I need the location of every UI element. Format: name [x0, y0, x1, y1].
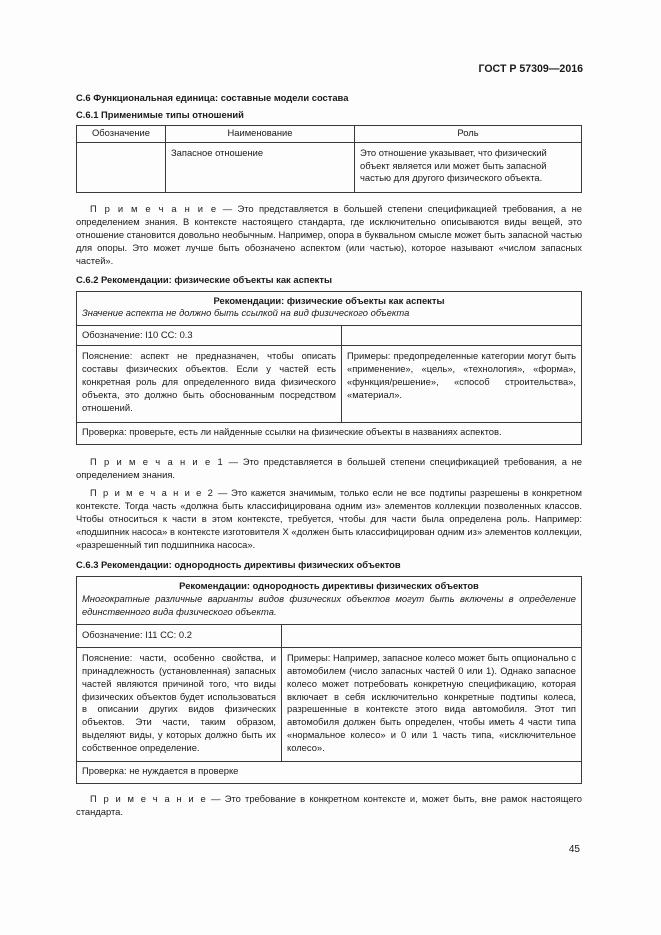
column-header: Обозначение: [77, 125, 166, 142]
note-text: — Это представляется в большей степени спецификацией требования, а не определением знания.: [76, 456, 582, 481]
note-text: — Это требование в конкретном контексте и, может быть, вне рамок настоящего стандарта.: [76, 792, 582, 817]
role-cell: Это отношение указывает, что физический объект является или может быть запасной частью для другого физического объекта.: [355, 142, 582, 193]
box-heading: Рекомендации: физические объекты как аспекты: [213, 294, 445, 306]
note-label: П р и м е ч а н и е: [90, 792, 207, 804]
box-examples: Примеры: Например, запасное колесо может быть опционально с автомобилем (число запасных частей 0 или 1). Однако запасное колесо может потребовать конкретную спецификацию, которая включает в себя исключительно конкретные подтипы колеса, разрешенные в контексте этого вида автомобиля. Этот тип автомобиля должен быть определен, чтобы иметь 4 части типа «нормальное колесо» и 0 или 1 часть типа, «исключительное колесо».: [282, 647, 582, 761]
table-row: [77, 142, 582, 193]
note-label: П р и м е ч а н и е 2: [90, 487, 215, 499]
column-header: Наименование: [166, 125, 355, 142]
recommendation-box-c63: [76, 576, 582, 783]
note-c63: [76, 793, 582, 819]
note-text: — Это кажется значимым, только если не все подтипы разрешены в конкретном контексте. Тогда часть «должна быть классифицирована одним из» элементов коллекции позволенных классов. Чтобы относиться к части в этом контексте, требуется, чтобы для части была определена роль. Например: «подшипник насоса» в контексте изготовителя X «должен быть классифицирован одним из» элементов коллекции, «разрешенный тип подшипника насоса».: [76, 487, 583, 550]
box-designation: Обозначение: I11 CC: 0.2: [77, 625, 282, 648]
designation-cell: [77, 142, 166, 193]
section-c61-title: С.6.1 Применимые типы отношений: [76, 108, 244, 120]
page-content: [76, 92, 582, 819]
table-header-row: [77, 125, 582, 142]
section-c63-title: С.6.3 Рекомендации: однородность директивы физических объектов: [76, 558, 401, 570]
box-designation: Обозначение: I10 CC: 0.3: [77, 326, 342, 346]
note-c62-2: [76, 487, 582, 551]
box-explanation: Пояснение: аспект не предназначен, чтобы описать составы физических объектов. Если у частей есть конкретная роль для определенного вида физического объекта, это должно быть обоснованным посредством отношений.: [77, 346, 342, 422]
box-explanation: Пояснение: части, особенно свойства, и принадлежность (установленная) запасных частей являются причиной того, что виды физических объектов будет использоваться в описании других видов физических объектов. Эти части, таким образом, выделяют виды, у которых должно быть их собственное определение.: [77, 647, 282, 761]
page-number: 45: [568, 844, 580, 855]
section-c62-title: С.6.2 Рекомендации: физические объекты как аспекты: [76, 273, 332, 285]
box-examples: Примеры: предопределенные категории могут быть «применение», «цель», «технология», «форма», «функция/решение», «способ строительства», «материал».: [342, 346, 582, 422]
column-header: Роль: [355, 125, 582, 142]
note-label: П р и м е ч а н и е 1: [90, 456, 224, 468]
standard-header: ГОСТ Р 57309—2016: [478, 63, 583, 75]
note-text: — Это представляется в большей степени спецификацией требования, а не определением знания. В контексте настоящего стандарта, где исключительно описываются виды вещей, это отношение становится довольно необычным. Например, опора в буквальном смысле может быть запасной частью для опоры. Это может лучше быть обозначено аспектом (или частью), которое называют «числом запасных частей».: [76, 203, 583, 266]
box-statement: Значение аспекта не должно быть ссылкой на вид физического объекта: [82, 307, 410, 319]
note-c61: [76, 203, 582, 267]
box-check: Проверка: не нуждается в проверке: [77, 761, 582, 783]
section-c6-title: С.6 Функциональная единица: составные модели состава: [76, 92, 349, 103]
box-check: Проверка: проверьте, есть ли найденные ссылки на физические объекты в названиях аспектов.: [77, 422, 582, 445]
note-c62-1: [76, 456, 582, 482]
recommendation-box-c62: [76, 291, 582, 446]
box-statement: Многократные различные варианты видов физических объектов могут быть включены в определение единственного вида физического объекта.: [82, 593, 576, 618]
name-cell: Запасное отношение: [166, 142, 355, 193]
note-label: П р и м е ч а н и е: [90, 203, 218, 215]
box-heading: Рекомендации: однородность директивы физических объектов: [179, 580, 479, 592]
relation-types-table: [76, 125, 582, 194]
